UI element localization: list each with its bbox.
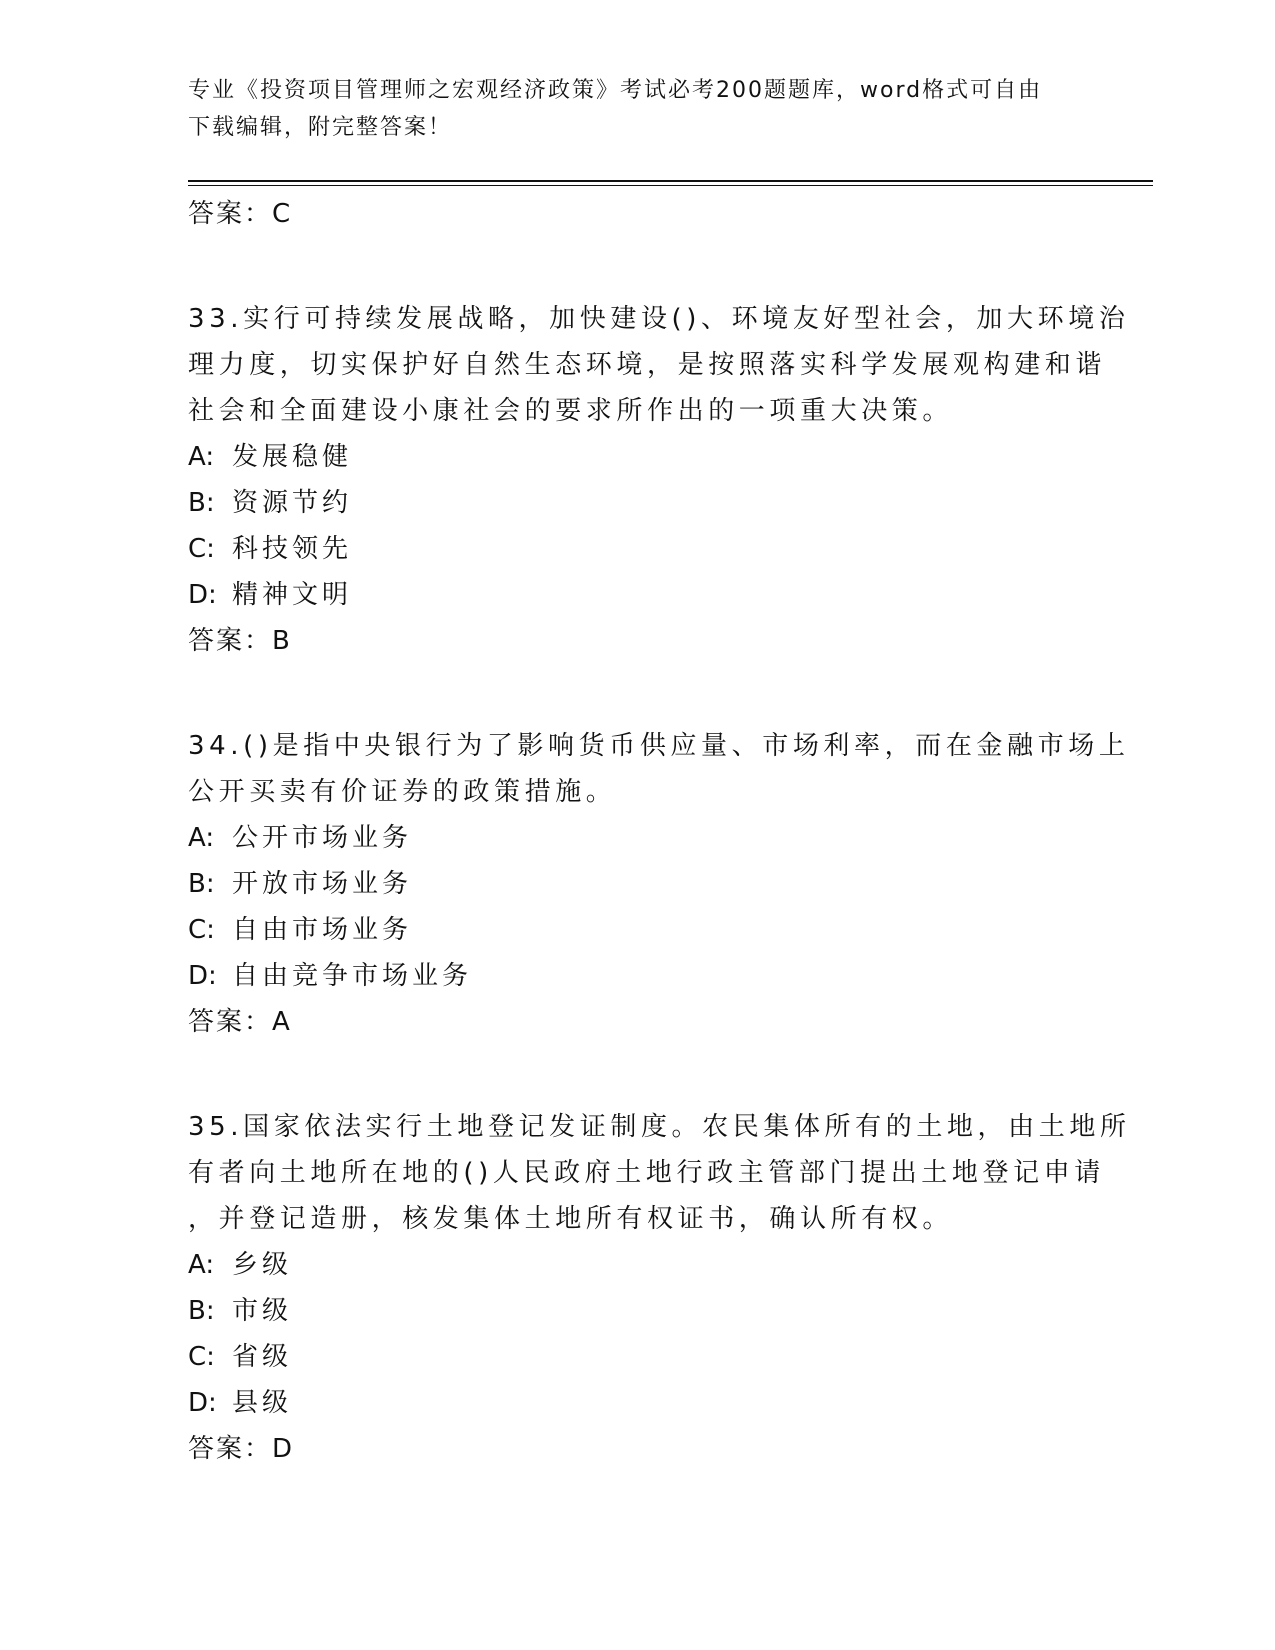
option-text: 发展稳健 bbox=[232, 442, 353, 472]
option-key: B: bbox=[188, 1296, 215, 1326]
option-c bbox=[188, 907, 1088, 953]
option-key: C: bbox=[188, 1342, 215, 1372]
answer-line: 答案：A bbox=[188, 1007, 292, 1037]
option-c bbox=[188, 1334, 1088, 1380]
option-a bbox=[188, 815, 1088, 861]
option-d bbox=[188, 1380, 1088, 1426]
option-c bbox=[188, 526, 1088, 572]
option-text: 自由市场业务 bbox=[232, 915, 413, 945]
question-35 bbox=[188, 1104, 1131, 1472]
previous-answer: 答案：C bbox=[188, 199, 293, 229]
question-33 bbox=[188, 296, 1130, 664]
option-key: B: bbox=[188, 869, 215, 899]
option-b bbox=[188, 1288, 1088, 1334]
header-divider-thick bbox=[188, 180, 1153, 182]
option-text: 开放市场业务 bbox=[232, 869, 413, 899]
option-text: 资源节约 bbox=[232, 488, 353, 518]
option-text: 市级 bbox=[232, 1296, 293, 1326]
option-key: D: bbox=[188, 961, 217, 991]
option-text: 县级 bbox=[232, 1388, 293, 1418]
header-line-1: 专业《投资项目管理师之宏观经济政策》考试必考200题题库，word格式可自由 bbox=[188, 78, 1043, 103]
header-line-2: 下载编辑，附完整答案！ bbox=[188, 115, 453, 140]
question-stem-line: 34.()是指中央银行为了影响货币供应量、市场利率，而在金融市场上 bbox=[188, 731, 1130, 761]
option-text: 自由竞争市场业务 bbox=[232, 961, 473, 991]
question-stem-line: 有者向土地所在地的()人民政府土地行政主管部门提出土地登记申请 bbox=[188, 1158, 1105, 1188]
option-text: 公开市场业务 bbox=[232, 823, 413, 853]
option-text: 省级 bbox=[232, 1342, 293, 1372]
option-key: C: bbox=[188, 915, 215, 945]
question-stem-line: 公开买卖有价证券的政策措施。 bbox=[188, 777, 617, 807]
question-stem-line: 理力度，切实保护好自然生态环境，是按照落实科学发展观构建和谐 bbox=[188, 350, 1107, 380]
option-key: B: bbox=[188, 488, 215, 518]
option-d bbox=[188, 572, 1088, 618]
option-key: D: bbox=[188, 1388, 217, 1418]
question-stem-line: 33.实行可持续发展战略，加快建设()、环境友好型社会，加大环境治 bbox=[188, 304, 1130, 334]
option-key: A: bbox=[188, 442, 215, 472]
option-b bbox=[188, 480, 1088, 526]
option-key: A: bbox=[188, 823, 215, 853]
option-text: 乡级 bbox=[232, 1250, 293, 1280]
option-text: 精神文明 bbox=[232, 580, 353, 610]
question-34 bbox=[188, 723, 1130, 1045]
option-b bbox=[188, 861, 1088, 907]
option-a bbox=[188, 1242, 1088, 1288]
question-stem-line: ，并登记造册，核发集体土地所有权证书，确认所有权。 bbox=[188, 1204, 954, 1234]
option-key: C: bbox=[188, 534, 215, 564]
option-a bbox=[188, 434, 1088, 480]
answer-line: 答案：D bbox=[188, 1434, 295, 1464]
document-body bbox=[188, 191, 1131, 1472]
option-key: D: bbox=[188, 580, 217, 610]
answer-line: 答案：B bbox=[188, 626, 292, 656]
header-divider-thin bbox=[188, 185, 1153, 186]
document-header bbox=[188, 72, 1088, 146]
option-key: A: bbox=[188, 1250, 215, 1280]
option-d bbox=[188, 953, 1088, 999]
question-stem-line: 35.国家依法实行土地登记发证制度。农民集体所有的土地，由土地所 bbox=[188, 1112, 1131, 1142]
question-stem-line: 社会和全面建设小康社会的要求所作出的一项重大决策。 bbox=[188, 396, 954, 426]
option-text: 科技领先 bbox=[232, 534, 353, 564]
